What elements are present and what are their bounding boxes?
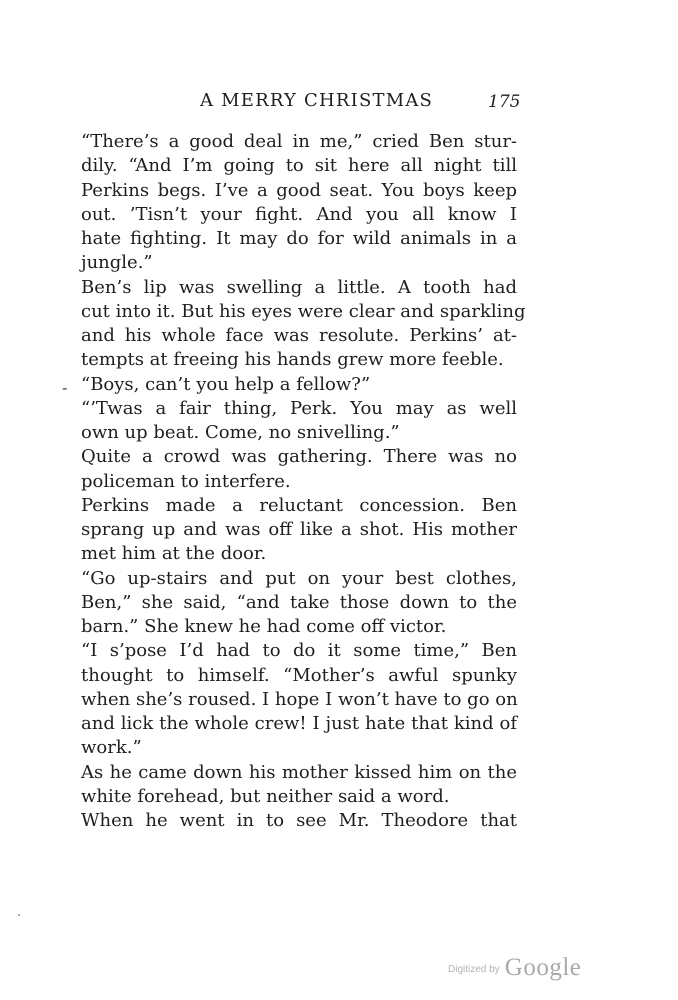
body-text: [81, 130, 526, 833]
text-line: work.”: [81, 737, 142, 759]
text-line: own up beat. Come, no snivelling.”: [81, 422, 400, 443]
text-line: Perkins begs. I’ve a good seat. You boys keep: [81, 179, 517, 201]
text-line: met him at the door.: [81, 543, 267, 565]
paragraph: [81, 130, 517, 276]
margin-mark: -: [62, 378, 68, 397]
paragraph: [81, 276, 526, 373]
text-line: sprang up and was off like a shot. His mother: [81, 519, 517, 540]
paragraph: [81, 445, 517, 494]
text-line: Perkins made a reluctant concession. Ben: [81, 494, 517, 516]
text-line: white forehead, but neither said a word.: [81, 785, 450, 807]
text-line: “Boys, can’t you help a fellow?”: [81, 373, 371, 395]
digitization-watermark: [448, 954, 581, 982]
text-line: and his whole face was resolute. Perkins’ at-: [81, 325, 517, 346]
google-logo: Google: [504, 954, 582, 981]
text-line: dily. “And I’m going to sit here all night till: [81, 155, 517, 177]
text-line: cut into it. But his eyes were clear and sparkling: [81, 300, 526, 322]
paragraph: [81, 373, 517, 397]
text-line: hate fighting. It may do for wild animals in a: [81, 228, 517, 249]
paragraph: [81, 761, 517, 810]
page-number: 175: [488, 92, 521, 112]
text-line: Ben’s lip was swelling a little. A tooth had: [81, 276, 517, 298]
text-line: jungle.”: [81, 252, 153, 274]
text-line: Quite a crowd was gathering. There was no: [81, 446, 517, 468]
running-head: A MERRY CHRISTMAS: [200, 90, 434, 111]
text-line: “Go up-stairs and put on your best clothes,: [81, 567, 517, 589]
text-line: Ben,” she said, “and take those down to the: [81, 591, 517, 613]
text-line: When he went in to see Mr. Theodore that: [81, 810, 517, 831]
paragraph: [81, 639, 517, 760]
text-line: “I s’pose I’d had to do it some time,” Ben: [81, 640, 517, 662]
text-line: policeman to interfere.: [81, 470, 291, 492]
scan-speck: [18, 914, 20, 916]
paragraph: [81, 567, 517, 640]
watermark-prefix: Digitized by: [448, 964, 500, 975]
text-line: tempts at freeing his hands grew more feeble.: [81, 349, 504, 371]
text-line: thought to himself. “Mother’s awful spunky: [81, 664, 517, 686]
text-line: out. ’Tisn’t your fight. And you all know I: [81, 203, 517, 225]
text-line: barn.” She knew he had come off victor.: [81, 616, 447, 637]
text-line: and lick the whole crew! I just hate that kind of: [81, 713, 517, 734]
text-line: “’Twas a fair thing, Perk. You may as well: [81, 397, 517, 419]
text-line: “There’s a good deal in me,” cried Ben stur-: [81, 131, 517, 152]
text-line: when she’s roused. I hope I won’t have to go on: [81, 688, 518, 710]
paragraph: [81, 397, 517, 446]
text-line: As he came down his mother kissed him on the: [81, 761, 517, 783]
paragraph: [81, 494, 517, 567]
paragraph: [81, 809, 517, 833]
